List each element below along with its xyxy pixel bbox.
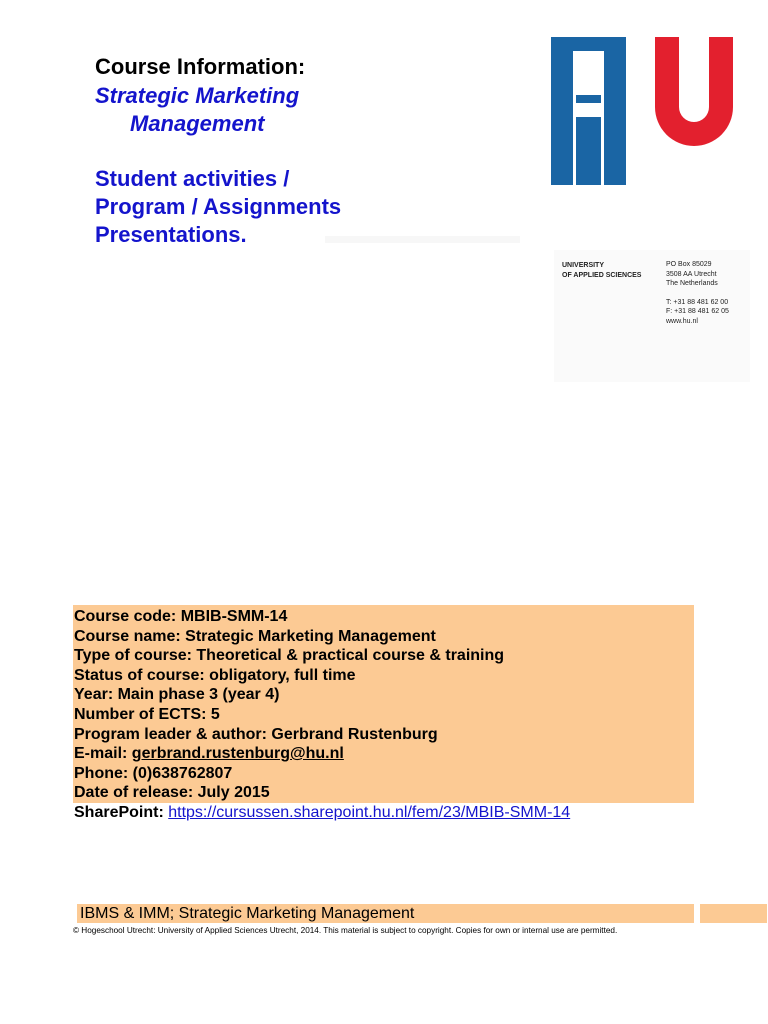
email-label: E-mail:	[74, 745, 132, 763]
logo-h-right-bar	[601, 37, 626, 185]
city: 3508 AA Utrecht	[666, 270, 717, 278]
org-line: UNIVERSITY	[562, 262, 605, 269]
course-year: Year: Main phase 3 (year 4)	[74, 686, 280, 704]
logo-h-lower-block	[576, 117, 601, 185]
phone-line: Phone: (0)638762807	[74, 764, 233, 782]
course-info-lines	[74, 607, 714, 823]
document-title: Course Information:	[95, 54, 306, 79]
org-name	[562, 261, 641, 281]
hu-logo	[551, 37, 733, 185]
subtitle-line: Student activities /	[95, 166, 290, 191]
course-title-line2: Management	[130, 111, 265, 136]
faint-divider	[325, 236, 520, 243]
course-name: Course name: Strategic Marketing Management	[74, 627, 436, 645]
email-line	[74, 744, 714, 764]
subtitle-line: Presentations.	[95, 222, 247, 247]
website: www.hu.nl	[666, 317, 698, 325]
title-block	[95, 52, 425, 138]
footer-bar-accent	[700, 904, 767, 923]
address-card	[554, 250, 750, 382]
email-link[interactable]: gerbrand.rustenburg@hu.nl	[131, 745, 344, 763]
org-line: OF APPLIED SCIENCES	[562, 272, 642, 279]
program-leader: Program leader & author: Gerbrand Rustenburg	[74, 725, 438, 743]
logo-h-crossbar	[576, 95, 601, 103]
logo-u-shape	[655, 37, 733, 148]
sharepoint-link[interactable]: https://cursussen.sharepoint.hu.nl/fem/23/MBIB-SMM-14	[168, 803, 571, 821]
phone-number: T: +31 88 481 62 00	[666, 298, 729, 306]
course-ects: Number of ECTS: 5	[74, 705, 220, 723]
course-status: Status of course: obligatory, full time	[74, 666, 356, 684]
logo-stripe	[601, 51, 604, 185]
contact-details	[666, 260, 729, 326]
fax-number: F: +31 88 481 62 05	[666, 308, 729, 315]
course-code: Course code: MBIB-SMM-14	[74, 608, 288, 625]
country: The Netherlands	[666, 280, 718, 287]
footer-title: IBMS & IMM; Strategic Marketing Management	[80, 905, 415, 922]
course-type: Type of course: Theoretical & practical course & training	[74, 647, 505, 665]
course-title-line1: Strategic Marketing	[95, 83, 300, 108]
sharepoint-label: SharePoint:	[74, 803, 169, 821]
logo-h-top-segment	[576, 37, 601, 51]
po-box: PO Box 85029	[666, 261, 712, 268]
copyright-notice: © Hogeschool Utrecht: University of Applied Sciences Utrecht, 2014. This material is subject to copyright. Copies for own or internal use are permitted.	[73, 926, 618, 935]
subtitle-line: Program / Assignments	[95, 194, 342, 219]
release-date: Date of release: July 2015	[74, 784, 270, 802]
sharepoint-line	[74, 803, 714, 823]
